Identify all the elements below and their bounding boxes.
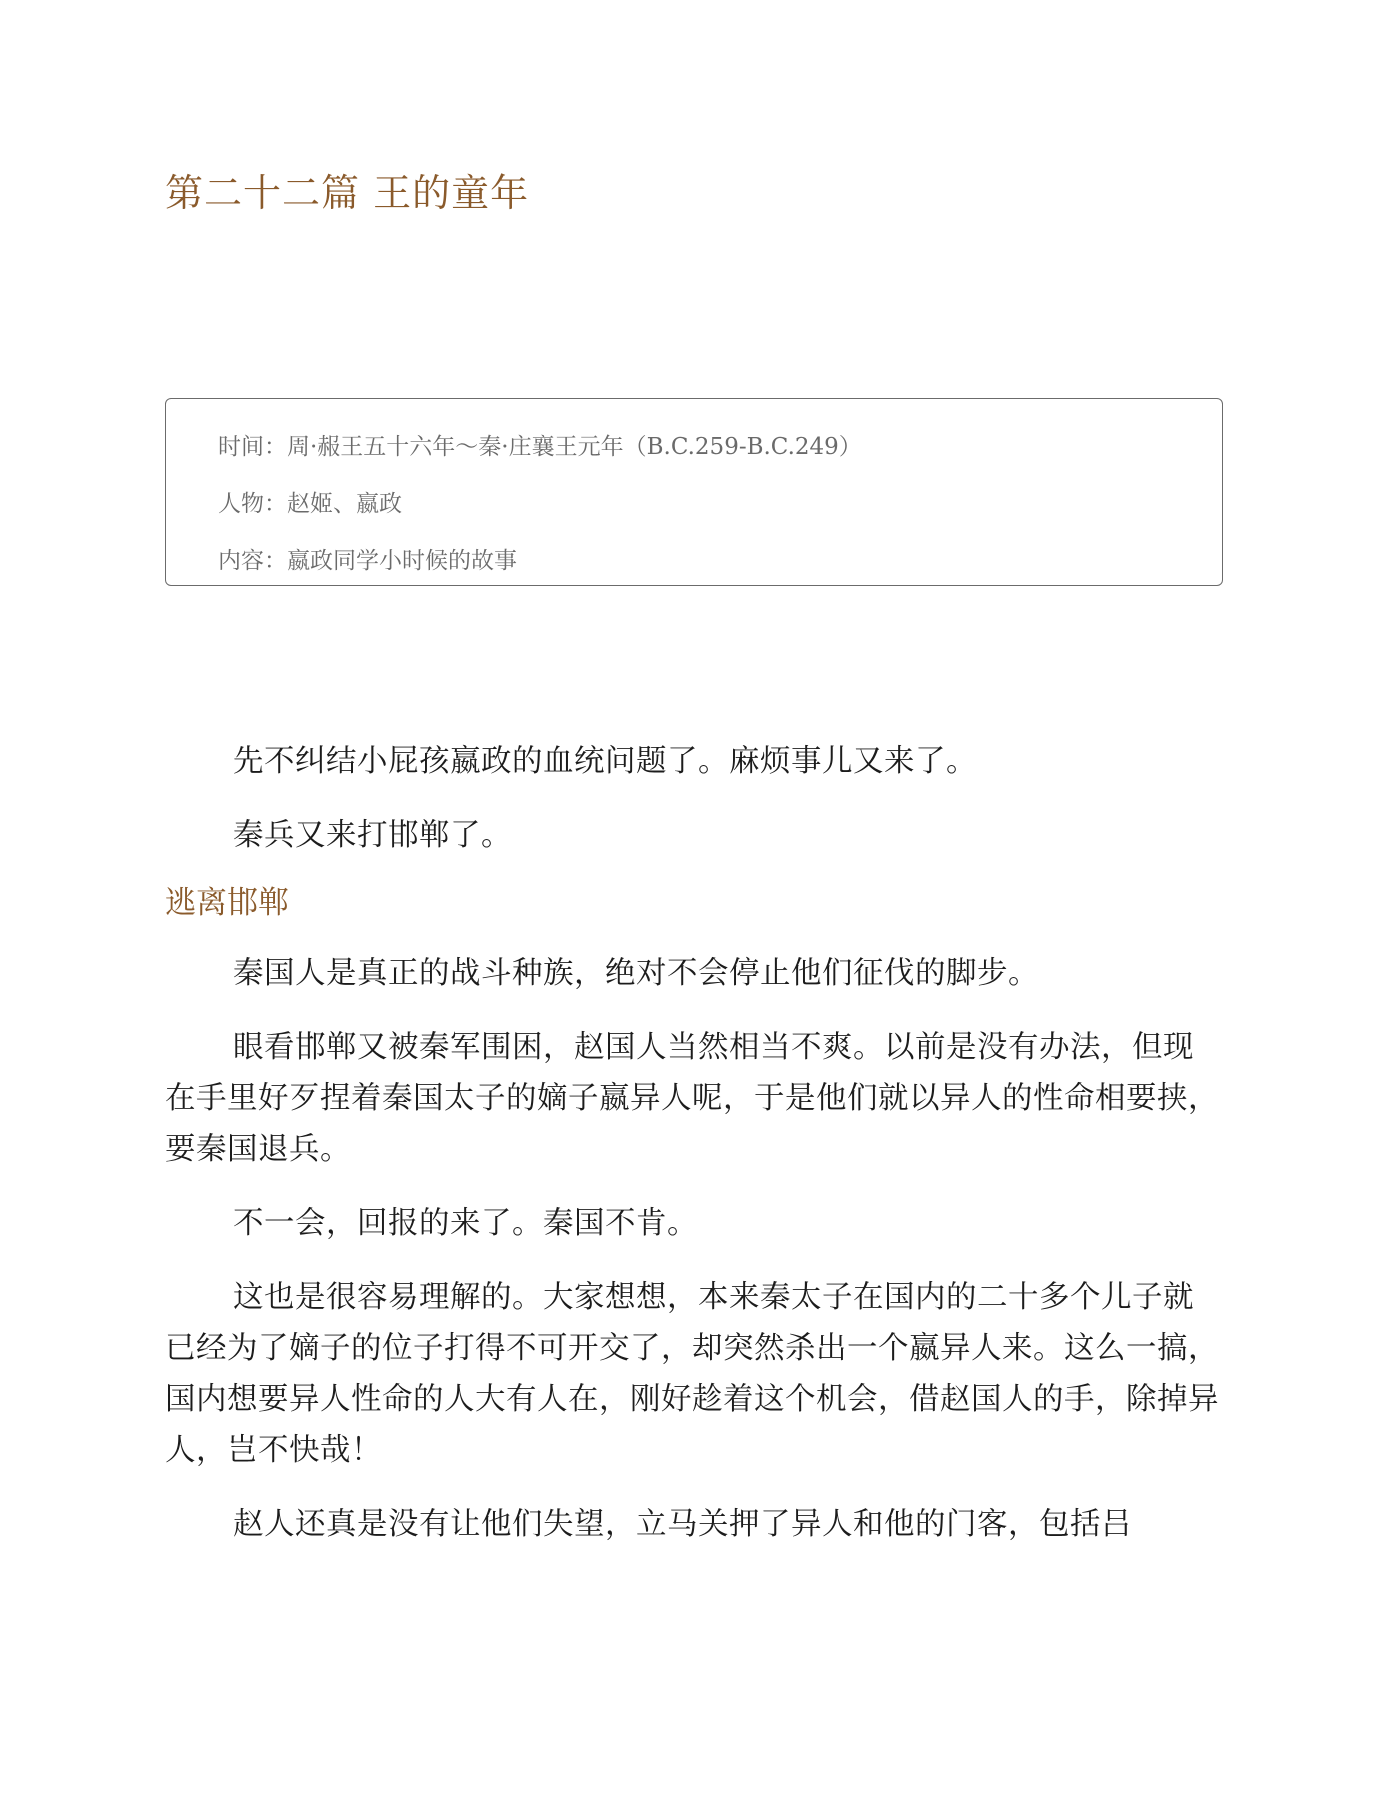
paragraph: 秦兵又来打邯郸了。 [233,818,512,853]
paragraph: 眼看邯郸又被秦军围困，赵国人当然相当不爽。以前是没有办法，但现在手里好歹捏着秦国太子的嫡子嬴异人呢，于是他们就以异人的性命相要挟，要秦国退兵。 [165,1030,1219,1167]
chapter-title: 第二十二篇 王的童年 [165,171,530,215]
paragraph: 秦国人是真正的战斗种族，绝对不会停止他们征伐的脚步。 [233,956,1039,991]
info-people: 人物：赵姬、嬴政 [218,491,402,517]
info-content: 内容：嬴政同学小时候的故事 [218,548,517,574]
section-heading: 逃离邯郸 [165,885,289,921]
body-text [165,736,1223,1573]
paragraph: 不一会，回报的来了。秦国不肯。 [233,1206,698,1241]
paragraph: 这也是很容易理解的。大家想想，本来秦太子在国内的二十多个儿子就已经为了嫡子的位子打得不可开交了，却突然杀出一个嬴异人来。这么一搞，国内想要异人性命的人大有人在，刚好趁着这个机会，借赵国人的手，除掉异人，岂不快哉！ [165,1280,1219,1468]
chapter-info-box [165,398,1223,586]
info-time: 时间：周·赧王五十六年～秦·庄襄王元年（B.C.259-B.C.249） [218,434,862,460]
paragraph: 先不纠结小屁孩嬴政的血统问题了。麻烦事儿又来了。 [233,744,977,779]
paragraph: 赵人还真是没有让他们失望，立马关押了异人和他的门客，包括吕 [233,1507,1132,1542]
